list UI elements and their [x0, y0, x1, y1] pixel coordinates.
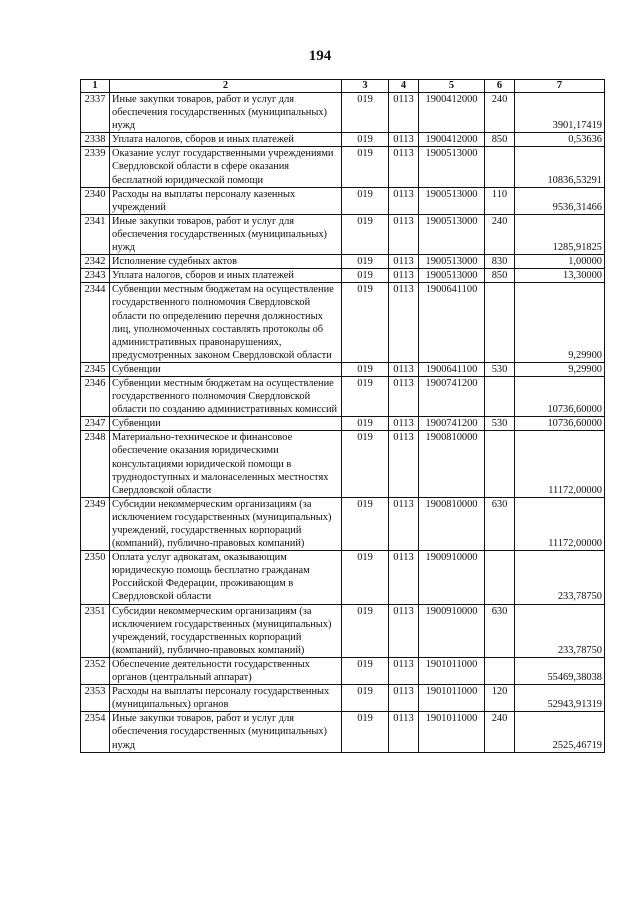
table-row — [81, 376, 605, 416]
row-expense-type: 850 — [485, 269, 515, 283]
table-row — [81, 497, 605, 550]
table-row — [81, 214, 605, 254]
row-amount: 1285,91825 — [515, 214, 605, 254]
row-target-code: 1900741200 — [419, 417, 485, 431]
row-ministry-code: 019 — [342, 187, 389, 214]
row-number: 2342 — [81, 255, 110, 269]
row-expense-type: 630 — [485, 604, 515, 657]
row-target-code: 1900810000 — [419, 497, 485, 550]
row-target-code: 1901011000 — [419, 685, 485, 712]
row-section-code: 0113 — [389, 362, 419, 376]
row-amount: 10836,53291 — [515, 147, 605, 187]
row-name: Материально-техническое и финансовое обеспечение оказания юридическими консультациями юридической помощи в труднодоступных и малонаселенных местностях Свердловской области — [110, 431, 342, 497]
row-ministry-code: 019 — [342, 431, 389, 497]
row-number: 2344 — [81, 283, 110, 363]
row-ministry-code: 019 — [342, 214, 389, 254]
col-header-5: 5 — [419, 80, 485, 93]
row-ministry-code: 019 — [342, 685, 389, 712]
row-expense-type: 120 — [485, 685, 515, 712]
row-expense-type: 240 — [485, 93, 515, 133]
row-expense-type — [485, 147, 515, 187]
row-name: Иные закупки товаров, работ и услуг для обеспечения государственных (муниципальных) нужд — [110, 93, 342, 133]
col-header-4: 4 — [389, 80, 419, 93]
row-amount: 10736,60000 — [515, 376, 605, 416]
row-amount: 52943,91319 — [515, 685, 605, 712]
table-row — [81, 551, 605, 604]
row-number: 2348 — [81, 431, 110, 497]
row-section-code: 0113 — [389, 551, 419, 604]
row-ministry-code: 019 — [342, 657, 389, 684]
row-expense-type: 530 — [485, 362, 515, 376]
row-target-code: 1900741200 — [419, 376, 485, 416]
row-amount: 3901,17419 — [515, 93, 605, 133]
row-amount: 13,30000 — [515, 269, 605, 283]
budget-table — [80, 79, 605, 753]
row-expense-type: 240 — [485, 214, 515, 254]
table-row — [81, 147, 605, 187]
row-expense-type: 110 — [485, 187, 515, 214]
row-number: 2338 — [81, 133, 110, 147]
row-ministry-code: 019 — [342, 712, 389, 752]
row-name: Расходы на выплаты персоналу казенных учреждений — [110, 187, 342, 214]
row-ministry-code: 019 — [342, 283, 389, 363]
row-number: 2351 — [81, 604, 110, 657]
row-target-code: 1900641100 — [419, 283, 485, 363]
row-number: 2346 — [81, 376, 110, 416]
row-expense-type — [485, 657, 515, 684]
row-amount: 2525,46719 — [515, 712, 605, 752]
row-number: 2337 — [81, 93, 110, 133]
row-amount: 9536,31466 — [515, 187, 605, 214]
row-section-code: 0113 — [389, 133, 419, 147]
row-target-code: 1900513000 — [419, 187, 485, 214]
row-amount: 55469,38038 — [515, 657, 605, 684]
row-target-code: 1900641100 — [419, 362, 485, 376]
row-amount: 233,78750 — [515, 551, 605, 604]
row-ministry-code: 019 — [342, 147, 389, 187]
row-target-code: 1900412000 — [419, 133, 485, 147]
row-expense-type — [485, 551, 515, 604]
table-row — [81, 283, 605, 363]
row-name: Субвенции — [110, 362, 342, 376]
row-amount: 9,29900 — [515, 283, 605, 363]
row-name: Субвенции местным бюджетам на осуществление государственного полномочия Свердловской области по определению перечня должностных лиц, уполномоченных составлять протоколы об административных правонарушениях, предусмотренных законом Свердловской области — [110, 283, 342, 363]
row-ministry-code: 019 — [342, 133, 389, 147]
col-header-1: 1 — [81, 80, 110, 93]
row-section-code: 0113 — [389, 657, 419, 684]
row-amount: 9,29900 — [515, 362, 605, 376]
col-header-3: 3 — [342, 80, 389, 93]
row-section-code: 0113 — [389, 269, 419, 283]
table-row — [81, 417, 605, 431]
table-row — [81, 255, 605, 269]
row-number: 2350 — [81, 551, 110, 604]
row-expense-type: 530 — [485, 417, 515, 431]
row-amount: 11172,00000 — [515, 497, 605, 550]
row-name: Уплата налогов, сборов и иных платежей — [110, 133, 342, 147]
row-section-code: 0113 — [389, 604, 419, 657]
row-name: Оплата услуг адвокатам, оказывающим юридическую помощь бесплатно гражданам Российской Федерации, проживающим в Свердловской области — [110, 551, 342, 604]
row-target-code: 1900513000 — [419, 255, 485, 269]
table-row — [81, 93, 605, 133]
row-amount: 0,53636 — [515, 133, 605, 147]
table-row — [81, 712, 605, 752]
row-target-code: 1900910000 — [419, 551, 485, 604]
row-number: 2353 — [81, 685, 110, 712]
col-header-6: 6 — [485, 80, 515, 93]
row-ministry-code: 019 — [342, 551, 389, 604]
row-number: 2347 — [81, 417, 110, 431]
row-name: Уплата налогов, сборов и иных платежей — [110, 269, 342, 283]
row-ministry-code: 019 — [342, 604, 389, 657]
col-header-7: 7 — [515, 80, 605, 93]
row-ministry-code: 019 — [342, 93, 389, 133]
row-name: Иные закупки товаров, работ и услуг для обеспечения государственных (муниципальных) нужд — [110, 712, 342, 752]
row-expense-type: 630 — [485, 497, 515, 550]
table-row — [81, 187, 605, 214]
row-number: 2339 — [81, 147, 110, 187]
row-number: 2340 — [81, 187, 110, 214]
row-ministry-code: 019 — [342, 376, 389, 416]
table-row — [81, 362, 605, 376]
row-ministry-code: 019 — [342, 362, 389, 376]
row-section-code: 0113 — [389, 376, 419, 416]
row-name: Обеспечение деятельности государственных органов (центральный аппарат) — [110, 657, 342, 684]
row-expense-type — [485, 283, 515, 363]
row-number: 2341 — [81, 214, 110, 254]
row-expense-type: 830 — [485, 255, 515, 269]
header-row — [81, 80, 605, 93]
row-section-code: 0113 — [389, 417, 419, 431]
row-ministry-code: 019 — [342, 269, 389, 283]
table-row — [81, 685, 605, 712]
row-expense-type — [485, 431, 515, 497]
row-section-code: 0113 — [389, 255, 419, 269]
row-target-code: 1900513000 — [419, 147, 485, 187]
row-name: Иные закупки товаров, работ и услуг для обеспечения государственных (муниципальных) нужд — [110, 214, 342, 254]
row-ministry-code: 019 — [342, 255, 389, 269]
row-amount: 233,78750 — [515, 604, 605, 657]
row-amount: 11172,00000 — [515, 431, 605, 497]
row-name: Субсидии некоммерческим организациям (за исключением государственных (муниципальных) учреждений, государственных корпораций (компаний), публично-правовых компаний) — [110, 604, 342, 657]
row-section-code: 0113 — [389, 147, 419, 187]
row-target-code: 1900513000 — [419, 269, 485, 283]
page-number: 194 — [308, 48, 332, 64]
row-name: Расходы на выплаты персоналу государственных (муниципальных) органов — [110, 685, 342, 712]
table-row — [81, 269, 605, 283]
row-section-code: 0113 — [389, 187, 419, 214]
table-row — [81, 604, 605, 657]
row-number: 2349 — [81, 497, 110, 550]
row-number: 2343 — [81, 269, 110, 283]
col-header-2: 2 — [110, 80, 342, 93]
row-amount: 10736,60000 — [515, 417, 605, 431]
row-expense-type: 850 — [485, 133, 515, 147]
row-section-code: 0113 — [389, 93, 419, 133]
row-target-code: 1901011000 — [419, 712, 485, 752]
table-row — [81, 657, 605, 684]
row-target-code: 1900412000 — [419, 93, 485, 133]
row-name: Субсидии некоммерческим организациям (за исключением государственных (муниципальных) учреждений, государственных корпораций (компаний), публично-правовых компаний) — [110, 497, 342, 550]
table-row — [81, 133, 605, 147]
row-target-code: 1900910000 — [419, 604, 485, 657]
row-name: Субвенции местным бюджетам на осуществление государственного полномочия Свердловской области по созданию административных комиссий — [110, 376, 342, 416]
row-ministry-code: 019 — [342, 417, 389, 431]
row-section-code: 0113 — [389, 712, 419, 752]
row-name: Субвенции — [110, 417, 342, 431]
row-amount: 1,00000 — [515, 255, 605, 269]
row-target-code: 1900513000 — [419, 214, 485, 254]
row-section-code: 0113 — [389, 214, 419, 254]
row-name: Оказание услуг государственными учреждениями Свердловской области в сфере оказания бесплатной юридической помощи — [110, 147, 342, 187]
row-section-code: 0113 — [389, 431, 419, 497]
row-expense-type — [485, 376, 515, 416]
row-section-code: 0113 — [389, 283, 419, 363]
row-expense-type: 240 — [485, 712, 515, 752]
row-number: 2345 — [81, 362, 110, 376]
table-row — [81, 431, 605, 497]
row-number: 2352 — [81, 657, 110, 684]
row-section-code: 0113 — [389, 685, 419, 712]
row-section-code: 0113 — [389, 497, 419, 550]
row-target-code: 1900810000 — [419, 431, 485, 497]
row-number: 2354 — [81, 712, 110, 752]
row-ministry-code: 019 — [342, 497, 389, 550]
row-name: Исполнение судебных актов — [110, 255, 342, 269]
row-target-code: 1901011000 — [419, 657, 485, 684]
